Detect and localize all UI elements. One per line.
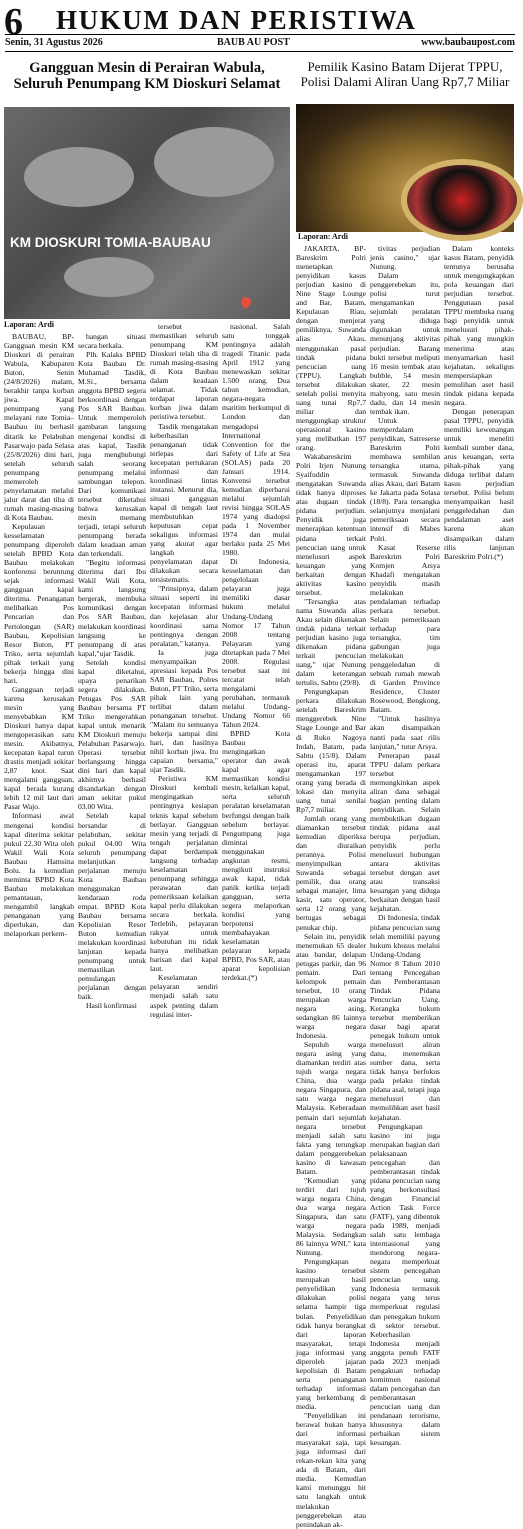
section-title: HUKUM DAN PERISTIWA [56,5,417,35]
map-island [64,257,154,297]
article1-column-1 [4,332,74,939]
paragraph: Hasil konfirmasi [86,1001,137,1011]
article2-photo-caption: Laporan: Ardi [298,232,349,241]
paragraph: "Penyelidikan ini berawal bukan hanya dari informasi masyarakat saja, tapi juga informasi dari rekan-rekan kita yang ada di Batam, dari media. Kemudian kami menunggu hit satu langkah untuk melakukan penggerebekan atau penindakan ak- [296,1411,366,1529]
paragraph: Pengungkapan kasino ini juga merupakan bagian dari pelaksanaan pencegahan dan pemberantasan tindak pidana pencucian uang yang berkonsultasi dengan Financial Action Task Force (FATF), yang dibentuk pada 1989, menjadi salah satu lembaga internasional yang mendorong negara-negara memperkuat sistem pencegahan pencucian uang. Indonesia termasuk negara yang terus memperkuat regulasi dan penegakan hukum di sektor tersebut. Keberhasilan Indonesia menjadi anggota penuh FATF pada 2023 menjadi pengakuan terhadap komitmen nasional dalam pencegahan dan pemberantasan pencucian uang dan pendanaan terorisme, khususnya dalam perbaikan sistem keuangan. [370,1121,440,1448]
paragraph: Tasdik mengatakan keberhasilan penanganan tidak terlepas dari kecepatan pertukaran informasi dan koordinasi lintas instansi. Menurut dia, situasi gangguan kapal di tengah laut membutuhkan keputusan cepat sekaligus informasi yang akurat agar langkah penyelamatan dapat dilakukan secara tersistematis. [150,421,218,585]
paragraph: Di Indonesia, tindak pidana pencucian uang telah memiliki payung hukum khusus melalui Undang-Undang Nomor 8 Tahun 2010 tentang Pencegahan dan Pemberantasan Tindak Pidana Pencucian Uang. Kerangka hukum tersebut memberikan dasar bagi aparat penegak hukum untuk menelusuri aliran dana, menemukan sumber dana, serta tidak hanya berfokus pada pelaku tindak pidana asal, tetapi juga menelusuri dan memulihkan aset hasil kejahatan. [370,913,440,1122]
dateline-bar [5,34,515,51]
article2-column-3 [444,244,514,797]
paragraph: nasional. Salah satu tonggak pentingnya adalah tragedi Titanic pada April 1912 yang menewaskan sekitar 1.500 orang. Dua tahun kemudian, negara-negara maritim berkumpul di London dan mengadopsi International Convention for the Safety of Life at Sea (SOLAS) pada 20 Januari 1914. Konvensi tersebut kemudian diperbarui melalui sejumlah revisi hingga SOLAS 1974 yang diadopsi pada 1 November 1974 dan mulai berlaku pada 25 Mei 1980. [222,322,290,558]
paragraph: Sepuluh warga negara asing yang diamankan terdiri atas tujuh warga negara China, dua warga negara Singapura, dan satu warga negara Malaysia. Keberadaan pemain dari sejumlah negara tersebut menjadi salah satu fakta yang terungkap dalam penggerebekan kasino di kawasan Batam. [296,1040,366,1176]
paragraph: bangan situasi secara berkala. [78,332,146,351]
paragraph: Dalam penggerebekan itu, polisi turut mengamankan sejumlah peralatan yang diduga digunakan untuk menunjang aktivitas perjudian. Barang bukti tersebut meliputi 16 mesin tembak atau bubble, 54 mesin skater, 22 mesin mahyong, satu mesin dadu, dan 14 mesin tembak ikan. [370,271,440,416]
roulette-wheel-image [401,159,523,241]
paragraph: "Begitu informasi diterima dari Ibu Wakil Wali Kota, kami langsung bergerak, membuka komunikasi dengan Pos SAR Baubau, melakukan koordinasi langsung ke penumpang di atas kapal,"ujar Tasdik. [78,558,146,658]
article2-column-2 [370,244,440,1448]
paragraph: BPBD Kota Baubau mengingatkan operator dan awak kapal agar memastikan kondisi mesin, kelaikan kapal, serta seluruh peralatan keselamatan berfungsi dengan baik sebelum berlayar. Pengumpang juga dimintai menggunakan angkutan resmi, mengikuti instruksi awak kapal, tidak panik ketika terjadi gangguan, serta segera melaporkan kondisi yang berpotensi membahayakan keselamatan pelayaran kepada BPBD, Pos SAR, atau aparat kepolisian terdekat.(*) [222,729,290,983]
paragraph: Setelah kapal bersandar di pelabuhan, sekitar pukul 04.00 Wita seluruh penumpang melanjutkan perjalanan menuju Kota Baubau menggunakan kendaraan roda empat. BPBD Kota Baubau bersama Kepolisian Resor Buton kemudian melakukan koordinasi lanjutan kepada penumpang untuk memastikan pemulangan perjalanan dengan baik. [78,811,146,1002]
paragraph: Informasi awal mengenai kondisi kapal diterima sekitar pukul 22.30 Wita oleh Wakil Wali Kota Baubau Hamsina Bolu. Ia kemudian meminta BPBD Kota Baubau melakukan pemantauan, mengambil langkah penanganan yang diperlukan, dan melaporkan perkem- [4,811,74,939]
paragraph: Keselamatan pelayaran sendiri menjadi salah satu aspek penting dalam regulasi inter- [150,973,218,1019]
paragraph: tivitas perjudian jenis casino," ujar Nunung. [370,244,440,272]
map-island [24,147,134,207]
article1-column-2 [78,332,146,1011]
paragraph: "Tersangka atas nama Suwanda alias Akau selain dikenakan tindak pidana terkait perjudian kasino juga dikenakan pidana terkait pencucian uang," ujar Nunung dalam keterangan tertulis, Sabtu (29/8). [296,596,366,688]
map-route-label: KM DIOSKURI TOMIA-BAUBAU [10,235,211,250]
paragraph: Kepulauan kesselamatan penumpang diperoleh setelah BPBD Kota Baubau melakukan konferensi beruntung sejak informasi gangguan kapal diterima. Penanganan melibatkan Pos Pencarian dan Pertolongan (SAR) Baubau, Kepolisian Resor Buton, PT Triko, serta sejumlah pihak terkait yang bekerja hingga dini hari. [4,521,74,685]
paragraph: Dengan penerapan pasal TPPU, penyidik memiliki kewenangan untuk meneliti kembali sumber dana, arus keuangan, serta pihak-pihak yang diduga terlibat dalam kasus perjudian tersebut. Polisi belum menyampaikan hasil penggeledahan dan pendalaman aset karena akan disampaikan dalam rilis lanjutan Bareskrim Polri.(*) [444,406,514,561]
article2-column-1 [296,244,366,1529]
page-number: 6 [4,1,23,43]
paragraph: Plh. Kalaks BPBD Kota Baubau Dr. Muhamad Tasdik, M.Si., bersama anggota BPBD segera berkoordinasi dengan Pos SAR Baubau. Untuk memperoleh gambaran langsung mengenai kondisi di atas kapal, Tasdik juga menghubungi salah seorang penumpang melalui sambungan telepon. Dari komunikasi tersebut diketahui bahwa kerusakan mesin memang terjadi, tetapi seluruh penumpang berada dalam keadaan aman dan terkendali. [78,350,146,559]
masthead-rule [5,51,513,52]
article1-photo-caption: Laporan: Ardi [4,320,55,329]
paragraph: Setelah kondisi kapal diketahui, upaya penarikan segera dilakukan. Petugas Pos SAR Baubau bersama PT Triko mengerahkan kapal untuk menarik KM Dioskuri menuju Pelabuhan Pasarwajo. Operasi tersebut berlangsung hingga dini hari dan kapal akhirnya berhasil disandarkan dengan aman sekitar pukul 03.00 Wita. [78,657,146,812]
paragraph: JAKARTA, BP- Bareskrim Polri menetapkan penyidikan kasus perjudian kasino di Nine Stage Lounge and Bar, Batam, Kepulauan Riau, dengan menjerat pemiliknya, Suwanda alias Akau, menggunakan pasal tindak pidana pencucian uang (TPPU). Langkah tersebut dilakukan setelah polisi menyita uang tunai Rp7,7 miliar dan menggungkap struktur operasional kasino yang melibatkan 197 orang. [296,244,366,453]
paragraph: Di Indonesia, kesselamatan dan pengelolaan pelayaran juga memiliki dasar hukum melalui Undang-Undang Nomor 17 Tahun 2008 tentang Pelayaran yang ditetapkan pada 7 Mei 2008. Regulasi tersebut saat ini tercatat telah mengalami perubahan, termasuk melalui Undang-Undang Nomor 66 Tahun 2024. [222,557,290,730]
article2-headline: Pemilik Kasino Batam Dijerat TPPU, Polisi Dalami Aliran Uang Rp7,7 Miliar [300,59,510,89]
article1-headline: Gangguan Mesin di Perairan Wabula, Seluruh Penumpang KM Dioskuri Selamat [13,60,281,92]
website: www.baubaupost.com [421,37,515,48]
paragraph: Ia juga menyampaikan apresiasi kepada Pos SAR Baubau, Polres Buton, PT Triko, serta pihak lain yang terlibat dalam penanganan tersebut. "Malam itu semuanya bekerja sampai dini hari, dan hasilnya nihil korban jiwa. Itu capaian bersama," ujar Tasdik. [150,647,218,775]
article1-column-4 [222,322,290,983]
location-pin-icon [239,295,253,309]
paragraph: Gangguan terjadi karena kerusakan mesin yang menyebabkan KM Dioskuri hanya dapat mengoperasikan satu mesin. Akibatnya, kecepatan kapal turun drastis menjadi sekitar 2,87 knot. Saat mengalami gangguan, kapal berada kurang lebih 12 mil laut dari Pasar Wajo. [4,684,74,812]
paragraph: Jumlah orang yang diamankan tersebut kemudian diperiksa dan diuraikan perannya. Polisi menyimpulkan Suwanda sebagai pemilik, dua orang sebagai manajer, lima kasir, satu operator, serta 12 orang yang bertugas sebagai penukar chip. [296,813,366,932]
article1-photo [4,107,290,319]
paragraph: Wakabareskrim Polri Irjen Nunung Syaifuddin mengatakan Suwanda tidak hanya diproses atas dugaan tindak pidana perjudian. Penyidik juga menerapkan ketentuan pidana terkait pencucian uang untuk menelusuri aspek keuangan yang berkaitan dengan aktivitas kasino tersebut. [296,452,366,597]
paragraph: Kasat Reserse Bareskrim Polri Komjen Arsya Khadafi mengatakan penyidik masih melakukan pendalaman terhadap perkara tersebut. Selain pemeriksaan terhadap para tersangka, tim gabungan juga melakukan penggeledahan di sebuah rumah mewah di Garden Province Residence, Cluster Rosewood, Bengkong, Batam. [370,542,440,715]
article1-column-3 [150,322,218,1019]
paragraph: Selain itu, penyidik menemukan 65 dealer atau bandar, delapan petugas parkir, dan 96 pemain. Dari kelompok pemain tersebut, 10 orang merupakan warga negara asing, sedangkan 86 lainnya warga negara Indonesia. [296,931,366,1041]
article2-photo [296,104,514,232]
issue-date: Senin, 31 Agustus 2026 [5,37,103,48]
paragraph: "Prinsipnya, dalam situasi seperti ini kecepatan informasi dan kejelasan alur koordinasi sama pentingnya dengan peralatan," katanya. [150,584,218,648]
paragraph: Dalam konteks kasus Batam, penyidik tentunya berusaha untuk mengungkapkan pola keuangan dari perjudian tersebut. Penggunaan pasal TPPU membuka ruang bagi penyidik untuk menelusuri pihak-pihak yang mungkin menerima atau menyamarkan hasil kejahatan, sekaligus mempersiapkan pemulihan aset hasil tindak pidana kepada negara. [444,244,514,407]
publisher-name: BAUB AU POST [217,37,290,48]
paragraph: Pengungkapan kasino tersebut merupakan hasil penyelidikan yang dilakukan polisi selama hampir tiga bulan. Penyelidikan tidak hanya berangkat dari laporan masyarakat, tetapi juga informasi yang diperoleh jajaran kepolisian di Batam serta penanganan terhadap informasi yang berkembang di media. [296,1257,366,1411]
paragraph: Untuk memperdalam penyidikan, Satreserse Bareskrim Polri membawa sembilan tersangka utama, termasuk Suwanda alias Akau, dari Batam ke Jakarta pada Selasa (18/8). Para tersangka selanjutnya menjalani pemeriksaan secara intensif di Mabes Polri. [370,415,440,543]
map-island [154,127,274,197]
paragraph: BAUBAU, BP-Gangguan mesin KM Dioskuri di perairan Wabula, Kabupaten Buton, Senin (24/8/2026) malam, berakhir tanpa korban jiwa. Kapal penumpang yang melayani rute Tomia–Baubau itu berhasil ditarik ke Pelabuhan Pasarwajo pada Selasa (25/8/2026) dini hari, setelah seluruh penumpang memeroleh penyelamatan melalui jalur darat dan tiba di rumah masing-masing di Kota Baubau. [4,332,74,522]
paragraph: Penerapan pasal TPPU dalam perkara tersebut memungkinkan aspek aliran dana sebagai bagian penting dalam penyidikan. Selain membuktikan dugaan tindak pidana asal berupa perjudian, penyidik perlu menelusuri hubungan antara aktivitas tersebut dengan aset atau transaksi keuangan yang diduga berkaitan dengan hasil kejahatan. [370,750,440,914]
paragraph: Pengungkapan perkara dilakukan setelah Bareskrim menggerebek Nine Stage Lounge and Bar di Ruko Nagoya Indah, Batam, pada Sabtu (15/8). Dalam operasi itu, aparat mengamankan 197 orang yang berada di lokasi dan menyita uang tunai senilai Rp7,7 miliar. [296,687,366,814]
paragraph: "Kemudian yang terdiri dari tujuh warga negara China, dua warga negara Singapura, dan satu warga negara Malaysia. Sedangkan 86 lainnya WNI," kata Nunung. [296,1175,366,1258]
paragraph: tersebut memastikan seluruh penumpang KM Dioskuri telah tiba di rumah masing-masing di Kota Baubau dalam keadaan selamat. Tidak terdapat laporan korban jiwa dalam peristiwa tersebut. [150,322,218,422]
paragraph: Peristiwa KM Dioskuri kembali mengingatkan pentingnya kesiapan teknis kapal sebelum berlayar. Gangguan mesin yang terjadi di tengah perjalanan dapat berdampak langsung terhadap keselamatan penumpang sehingga perawatan dan pemeriksaan kelaikan kapal perlu dilakukan secara berkala. Terlebih, pelayaran rakyat untuk kebutuhan itu tidak hanya melibatkan barisan dari kapal laut. [150,774,218,974]
paragraph: "Untuk hasilnya akan disampaikan nanti pada saat rilis lanjutan," tutur Arsya. [370,714,440,751]
